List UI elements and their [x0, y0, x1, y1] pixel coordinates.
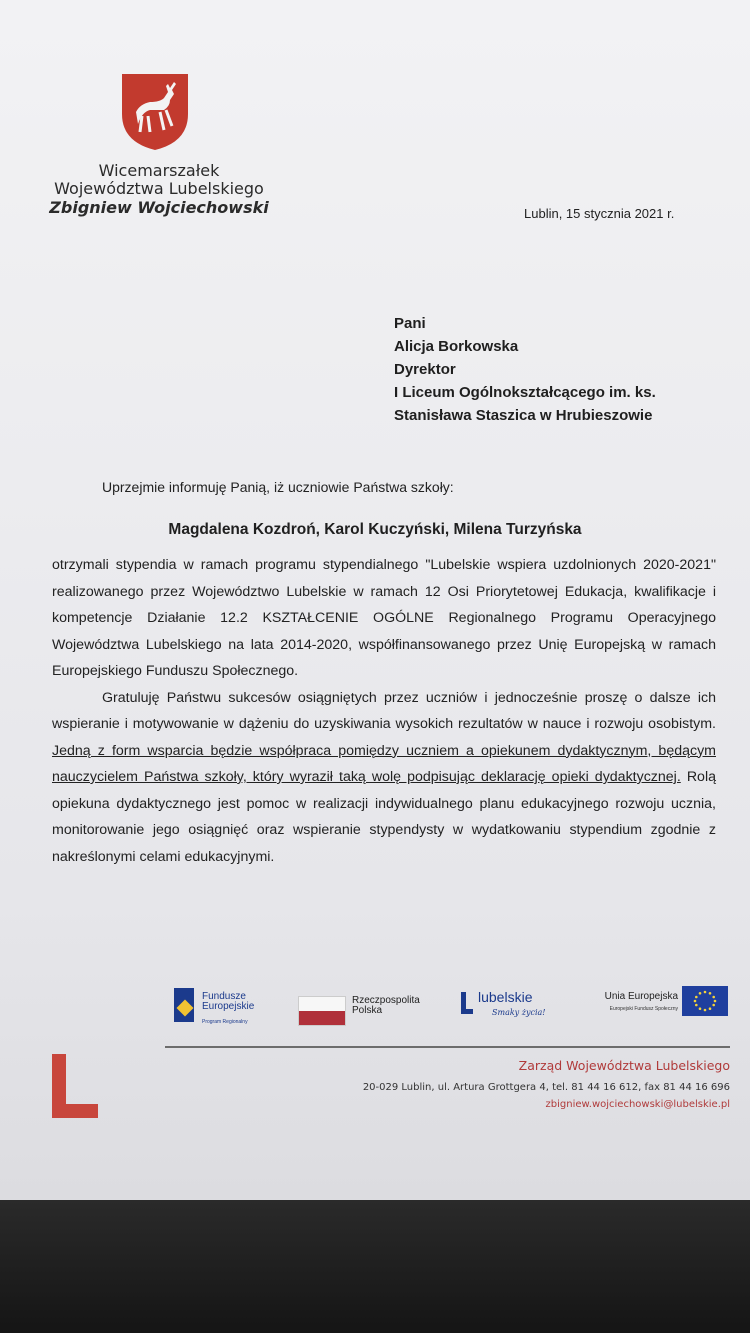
- ue-name: Unia Europejska: [604, 991, 678, 1002]
- poland-flag-icon: [298, 996, 346, 1026]
- sender-name: Zbigniew Wojciechowski: [49, 198, 269, 217]
- recipient-title: Dyrektor: [394, 361, 456, 378]
- funding-logos-bar: [170, 984, 730, 1024]
- rp-line1: Rzeczpospolita: [352, 995, 420, 1006]
- paragraph-2-underlined: Jedną z form wsparcia będzie współpraca pomiędzy uczniem a opiekunem dydaktycznym, będącym nauczycielem Państwa szkoły, który wyraził taką wolę podpisując deklarację opieki dydaktycznej.: [52, 742, 716, 785]
- footer-email[interactable]: zbigniew.wojciechowski@lubelskie.pl: [545, 1099, 730, 1110]
- student-names: Magdalena Kozdroń, Karol Kuczyński, Milena Turzyńska: [168, 521, 582, 538]
- paragraph-2-end: Rolą opiekuna dydaktycznego jest pomoc w realizacji indywidualnego planu edukacyjnego rozwoju ucznia, monitorowanie jego osiągnięć oraz wspieranie stypendysty w wydatkowaniu stypendium zgodnie z nakreślonymi celami edukacyjnymi.: [52, 769, 716, 865]
- letter-footer: [330, 1057, 730, 1113]
- lub-name: lubelskie: [478, 989, 533, 1005]
- ue-sub: Europejski Fundusz Społeczny: [609, 1006, 678, 1012]
- lubelskie-l-logo-icon: [50, 1052, 100, 1120]
- fundusze-europejskie-logo: [170, 984, 280, 1028]
- paragraph-2-start: Gratuluję Państwu sukcesów osiągniętych przez uczniów i jednocześnie proszę o dalsze ich wspieranie i motywowanie w dążeniu do uzyskiwania wysokich rezultatów w nauce i rozwoju osobistym.: [52, 689, 716, 732]
- footer-address: 20-029 Lublin, ul. Artura Grottgera 4, tel. 81 44 16 612, fax 81 44 16 696: [362, 1082, 730, 1093]
- sender-office: Województwa Lubelskiego: [54, 179, 264, 198]
- sender-title: Wicemarszałek: [98, 161, 220, 180]
- recipient-school-line1: I Liceum Ogólnokształcącego im. ks.: [394, 384, 656, 401]
- rzeczpospolita-logo: [298, 984, 438, 1028]
- coat-of-arms-icon: [120, 72, 190, 152]
- fe-star-icon: [174, 988, 194, 1022]
- lubelskie-logo: [458, 986, 568, 1026]
- letter-greeting: Uprzejmie informuję Panią, iż uczniowie Państwa szkoły:: [102, 479, 454, 495]
- letter-date: Lublin, 15 stycznia 2021 r.: [524, 206, 675, 221]
- lubelskie-l-icon: [458, 990, 474, 1016]
- fe-sub: Program Regionalny: [202, 1019, 248, 1025]
- body-paragraph-2: [52, 685, 716, 871]
- recipient-block: [394, 312, 656, 427]
- fe-line2: Europejskie: [202, 1001, 255, 1012]
- recipient-salutation: Pani: [394, 315, 426, 332]
- fe-line1: Fundusze: [202, 991, 246, 1002]
- unia-europejska-logo: [578, 984, 730, 1028]
- rp-line2: Polska: [352, 1005, 383, 1016]
- background-surface: [0, 1200, 750, 1333]
- lub-script: Smaky życia!: [492, 1008, 546, 1017]
- footer-org: Zarząd Województwa Lubelskiego: [518, 1058, 730, 1073]
- eu-flag-icon: [682, 986, 728, 1016]
- letter-body: [52, 552, 716, 870]
- recipient-school-line2: Stanisława Staszica w Hrubieszowie: [394, 407, 653, 424]
- footer-divider: [165, 1046, 730, 1048]
- recipient-name: Alicja Borkowska: [394, 338, 519, 355]
- body-paragraph-1: otrzymali stypendia w ramach programu stypendialnego "Lubelskie wspiera uzdolnionych 2020-2021" realizowanego przez Województwo Lubelskie w ramach 12 Osi Priorytetowej Edukacja, kwalifikacje i kompetencje Działanie 12.2 KSZTAŁCENIE OGÓLNE Regionalnego Programu Operacyjnego Województwa Lubelskiego na lata 2014-2020, współfinansowanego przez Unię Europejską w ramach Europejskiego Funduszu Społecznego.: [52, 557, 716, 679]
- sender-block: [44, 162, 274, 218]
